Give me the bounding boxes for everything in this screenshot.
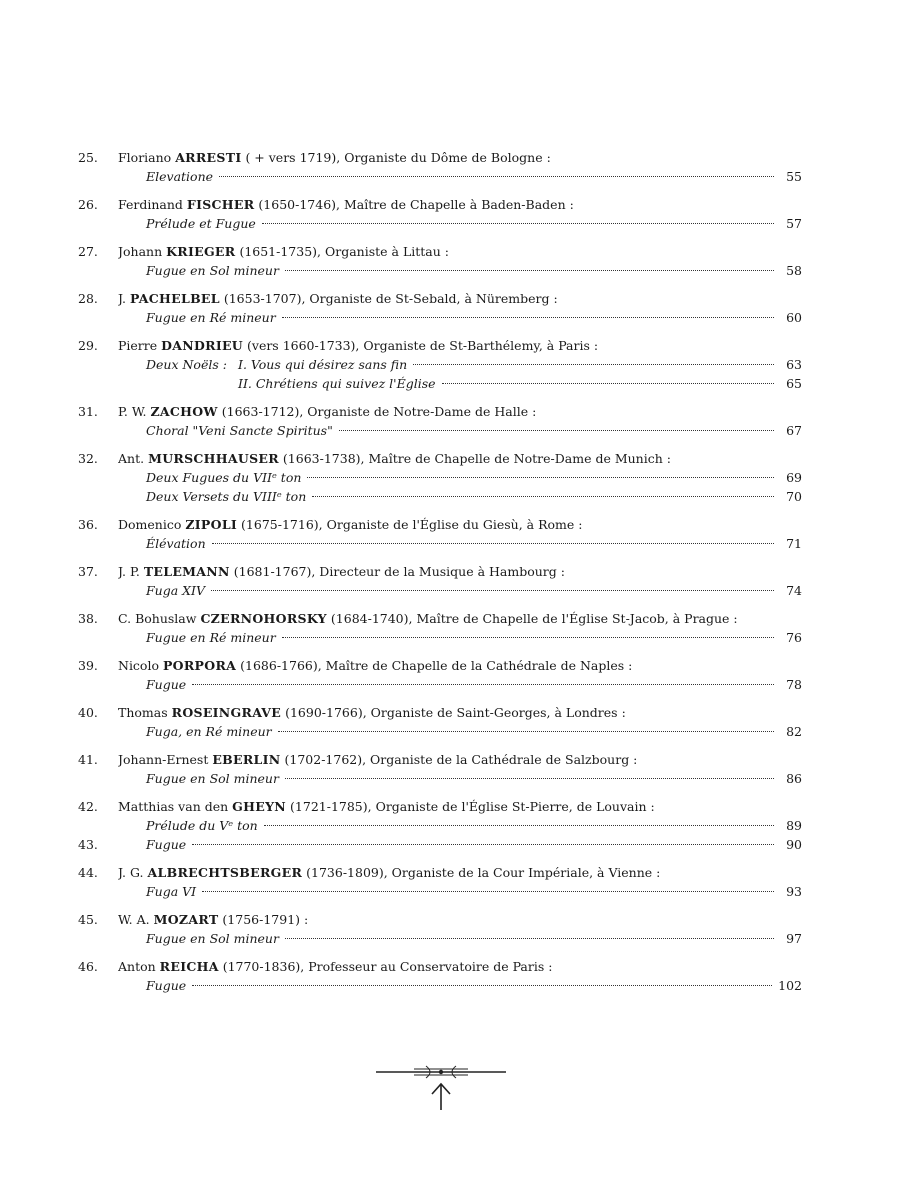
entry-heading: [78, 242, 802, 261]
page-number: 60: [786, 310, 802, 325]
composer-line: [118, 336, 598, 355]
composer-surname: ROSEINGRAVE: [171, 705, 282, 720]
page-number: 67: [786, 423, 802, 438]
work-title: Fugue: [146, 677, 187, 692]
composer-line: [118, 242, 449, 261]
page-number: 78: [786, 677, 802, 692]
composer-line: [118, 515, 582, 534]
entry-number: 36.: [78, 517, 98, 532]
composer-details: ( + vers 1719), Organiste du Dôme de Bologne :: [245, 150, 551, 165]
entry-heading: [78, 863, 802, 882]
dot-leader: [192, 843, 774, 845]
work-title: Fugue: [146, 978, 187, 993]
dot-leader: [285, 937, 774, 939]
dot-leader: [282, 316, 774, 318]
entry-number: 42.: [78, 799, 98, 814]
composer-surname: ZACHOW: [150, 404, 218, 419]
work-line: [78, 468, 802, 487]
composer-line: [118, 957, 552, 976]
composer-surname: PACHELBEL: [130, 291, 220, 306]
composer-line: [118, 289, 558, 308]
work-line: [78, 581, 802, 600]
work-title: Deux Versets du VIIIᵉ ton: [146, 489, 307, 504]
composer-surname: DANDRIEU: [161, 338, 244, 353]
composer-surname: MOZART: [153, 912, 219, 927]
toc-entry: [78, 609, 802, 647]
composer-details: (1702-1762), Organiste de la Cathédrale de Salzbourg :: [284, 752, 638, 767]
work-title: Fuga XIV: [146, 583, 206, 598]
work-line: [78, 421, 802, 440]
table-of-contents: [78, 148, 802, 1004]
composer-line: [118, 797, 655, 816]
composer-surname: GHEYN: [232, 799, 287, 814]
composer-firstname: Domenico: [118, 517, 182, 532]
composer-line: [118, 910, 308, 929]
composer-firstname: J. G.: [118, 865, 144, 880]
composer-firstname: Floriano: [118, 150, 172, 165]
dot-leader: [192, 683, 774, 685]
work-title: Fugue en Sol mineur: [146, 771, 279, 786]
work-title: II. Chrétiens qui suivez l'Église: [238, 376, 436, 391]
page-number: 97: [786, 931, 802, 946]
dot-leader: [264, 824, 774, 826]
composer-details: (1650-1746), Maître de Chapelle à Baden-Baden :: [258, 197, 574, 212]
composer-details: (1721-1785), Organiste de l'Église St-Pierre, de Louvain :: [290, 799, 655, 814]
work-title: Elevatione: [146, 169, 214, 184]
toc-entry: [78, 195, 802, 233]
work-line: [78, 308, 802, 327]
entry-heading: [78, 336, 802, 355]
entry-number: 46.: [78, 959, 98, 974]
composer-surname: TELEMANN: [143, 564, 230, 579]
composer-firstname: Thomas: [118, 705, 168, 720]
composer-surname: MURSCHHAUSER: [148, 451, 279, 466]
work-line: [78, 929, 802, 948]
composer-firstname: J. P.: [118, 564, 140, 579]
toc-entry: [78, 797, 802, 854]
composer-details: (1756-1791) :: [222, 912, 309, 927]
composer-firstname: W. A.: [118, 912, 150, 927]
work-line: [78, 214, 802, 233]
toc-entry: [78, 656, 802, 694]
page-number: 86: [786, 771, 802, 786]
toc-entry: [78, 750, 802, 788]
entry-heading: [78, 910, 802, 929]
entry-number: 25.: [78, 150, 98, 165]
work-line: [78, 628, 802, 647]
composer-firstname: P. W.: [118, 404, 147, 419]
dot-leader: [413, 363, 774, 365]
entry-heading: [78, 515, 802, 534]
entry-heading: [78, 402, 802, 421]
page-number: 69: [786, 470, 802, 485]
dot-leader: [211, 589, 774, 591]
work-line: [78, 976, 802, 995]
entry-number: 28.: [78, 291, 98, 306]
dot-leader: [339, 429, 774, 431]
composer-line: [118, 703, 626, 722]
toc-entry: [78, 562, 802, 600]
page-number: 71: [786, 536, 802, 551]
work-title: Choral "Veni Sancte Spiritus": [146, 423, 333, 438]
toc-entry: [78, 449, 802, 506]
composer-surname: EBERLIN: [212, 752, 281, 767]
composer-line: [118, 609, 738, 628]
dot-leader: [285, 269, 774, 271]
page-number: 76: [786, 630, 802, 645]
dot-leader: [312, 495, 774, 497]
dot-leader: [285, 777, 774, 779]
composer-details: (vers 1660-1733), Organiste de St-Barthélemy, à Paris :: [247, 338, 599, 353]
composer-surname: REICHA: [159, 959, 219, 974]
entry-number: 27.: [78, 244, 98, 259]
entry-number: 29.: [78, 338, 98, 353]
composer-surname: ALBRECHTSBERGER: [147, 865, 303, 880]
page-number: 89: [786, 818, 802, 833]
page-number: 102: [778, 978, 802, 993]
work-line: [78, 882, 802, 901]
work-line: [78, 355, 802, 374]
toc-entry: [78, 910, 802, 948]
work-title: Prélude du Vᵉ ton: [146, 818, 258, 833]
dot-leader: [442, 382, 774, 384]
composer-details: (1653-1707), Organiste de St-Sebald, à Nüremberg :: [223, 291, 558, 306]
composer-line: [118, 449, 671, 468]
entry-number: 41.: [78, 752, 98, 767]
toc-entry: [78, 703, 802, 741]
composer-details: (1736-1809), Organiste de la Cour Impériale, à Vienne :: [306, 865, 661, 880]
toc-entry: [78, 148, 802, 186]
work-title: Fugue en Ré mineur: [146, 310, 276, 325]
entry-heading: [78, 148, 802, 167]
composer-details: (1675-1716), Organiste de l'Église du Giesù, à Rome :: [241, 517, 583, 532]
work-title: I. Vous qui désirez sans fin: [238, 357, 408, 372]
toc-entry: [78, 957, 802, 995]
work-line: [78, 816, 802, 835]
work-line: [78, 675, 802, 694]
composer-firstname: Pierre: [118, 338, 158, 353]
toc-entry: [78, 402, 802, 440]
entry-number: 40.: [78, 705, 98, 720]
composer-firstname: Nicolo: [118, 658, 159, 673]
entry-number: 45.: [78, 912, 98, 927]
composer-surname: PORPORA: [162, 658, 237, 673]
page-number: 93: [786, 884, 802, 899]
entry-heading: [78, 703, 802, 722]
entry-number: 43.: [78, 837, 98, 852]
work-line: [78, 722, 802, 741]
composer-line: [118, 750, 637, 769]
page-number: 70: [786, 489, 802, 504]
composer-line: [118, 863, 660, 882]
composer-firstname: J.: [118, 291, 127, 306]
work-line: [78, 769, 802, 788]
work-title: Fugue en Sol mineur: [146, 263, 279, 278]
composer-surname: ARRESTI: [175, 150, 242, 165]
entry-number: 31.: [78, 404, 98, 419]
composer-surname: FISCHER: [186, 197, 255, 212]
entry-heading: [78, 289, 802, 308]
page-number: 57: [786, 216, 802, 231]
work-line: [78, 261, 802, 280]
composer-details: (1770-1836), Professeur au Conservatoire de Paris :: [222, 959, 553, 974]
work-title: Fuga, en Ré mineur: [146, 724, 272, 739]
composer-firstname: C. Bohuslaw: [118, 611, 197, 626]
entry-heading: [78, 957, 802, 976]
page-number: 82: [786, 724, 802, 739]
work-title: Fugue en Ré mineur: [146, 630, 276, 645]
work-title: Fuga VI: [146, 884, 197, 899]
entry-heading: [78, 449, 802, 468]
arrow-ornament-icon: [374, 1062, 508, 1112]
work-group-label: Deux Noëls :: [146, 357, 227, 372]
work-line: [78, 487, 802, 506]
composer-line: [118, 148, 551, 167]
work-title: Fugue: [146, 837, 187, 852]
composer-firstname: Matthias van den: [118, 799, 229, 814]
composer-line: [118, 195, 574, 214]
composer-line: [118, 562, 565, 581]
page-number: 58: [786, 263, 802, 278]
composer-surname: CZERNOHORSKY: [200, 611, 327, 626]
entry-number: 39.: [78, 658, 98, 673]
dot-leader: [282, 636, 774, 638]
toc-entry: [78, 863, 802, 901]
entry-heading: [78, 195, 802, 214]
composer-details: (1663-1712), Organiste de Notre-Dame de Halle :: [221, 404, 537, 419]
entry-heading: [78, 656, 802, 675]
work-title: Deux Fugues du VIIᵉ ton: [146, 470, 302, 485]
composer-details: (1651-1735), Organiste à Littau :: [239, 244, 449, 259]
composer-firstname: Johann-Ernest: [118, 752, 209, 767]
composer-line: [118, 402, 536, 421]
composer-surname: ZIPOLI: [185, 517, 238, 532]
work-line: [78, 835, 802, 854]
entry-number: 37.: [78, 564, 98, 579]
composer-details: (1686-1766), Maître de Chapelle de la Cathédrale de Naples :: [240, 658, 633, 673]
page-number: 90: [786, 837, 802, 852]
dot-leader: [262, 222, 774, 224]
work-line: [78, 374, 802, 393]
composer-firstname: Anton: [118, 959, 156, 974]
work-title: Prélude et Fugue: [146, 216, 256, 231]
dot-leader: [219, 175, 774, 177]
page-number: 63: [786, 357, 802, 372]
composer-details: (1681-1767), Directeur de la Musique à Hambourg :: [233, 564, 565, 579]
work-title: Élévation: [146, 536, 206, 551]
entry-heading: [78, 750, 802, 769]
entry-number: 26.: [78, 197, 98, 212]
entry-number: 44.: [78, 865, 98, 880]
dot-leader: [192, 984, 772, 986]
entry-number: 38.: [78, 611, 98, 626]
toc-entry: [78, 242, 802, 280]
composer-line: [118, 656, 632, 675]
composer-surname: KRIEGER: [166, 244, 236, 259]
work-title: Fugue en Sol mineur: [146, 931, 279, 946]
page-number: 74: [786, 583, 802, 598]
toc-entry: [78, 289, 802, 327]
toc-entry: [78, 515, 802, 553]
composer-details: (1663-1738), Maître de Chapelle de Notre-Dame de Munich :: [282, 451, 671, 466]
toc-entry: [78, 336, 802, 393]
composer-firstname: Ferdinand: [118, 197, 183, 212]
entry-number: 32.: [78, 451, 98, 466]
entry-heading: [78, 797, 802, 816]
page-number: 55: [786, 169, 802, 184]
work-line: [78, 534, 802, 553]
work-line: [78, 167, 802, 186]
entry-heading: [78, 609, 802, 628]
dot-leader: [307, 476, 774, 478]
composer-details: (1690-1766), Organiste de Saint-Georges, à Londres :: [285, 705, 626, 720]
dot-leader: [278, 730, 774, 732]
page-number: 65: [786, 376, 802, 391]
dot-leader: [212, 542, 774, 544]
composer-details: (1684-1740), Maître de Chapelle de l'Église St-Jacob, à Prague :: [330, 611, 738, 626]
composer-firstname: Ant.: [118, 451, 145, 466]
composer-firstname: Johann: [118, 244, 163, 259]
entry-heading: [78, 562, 802, 581]
dot-leader: [202, 890, 774, 892]
